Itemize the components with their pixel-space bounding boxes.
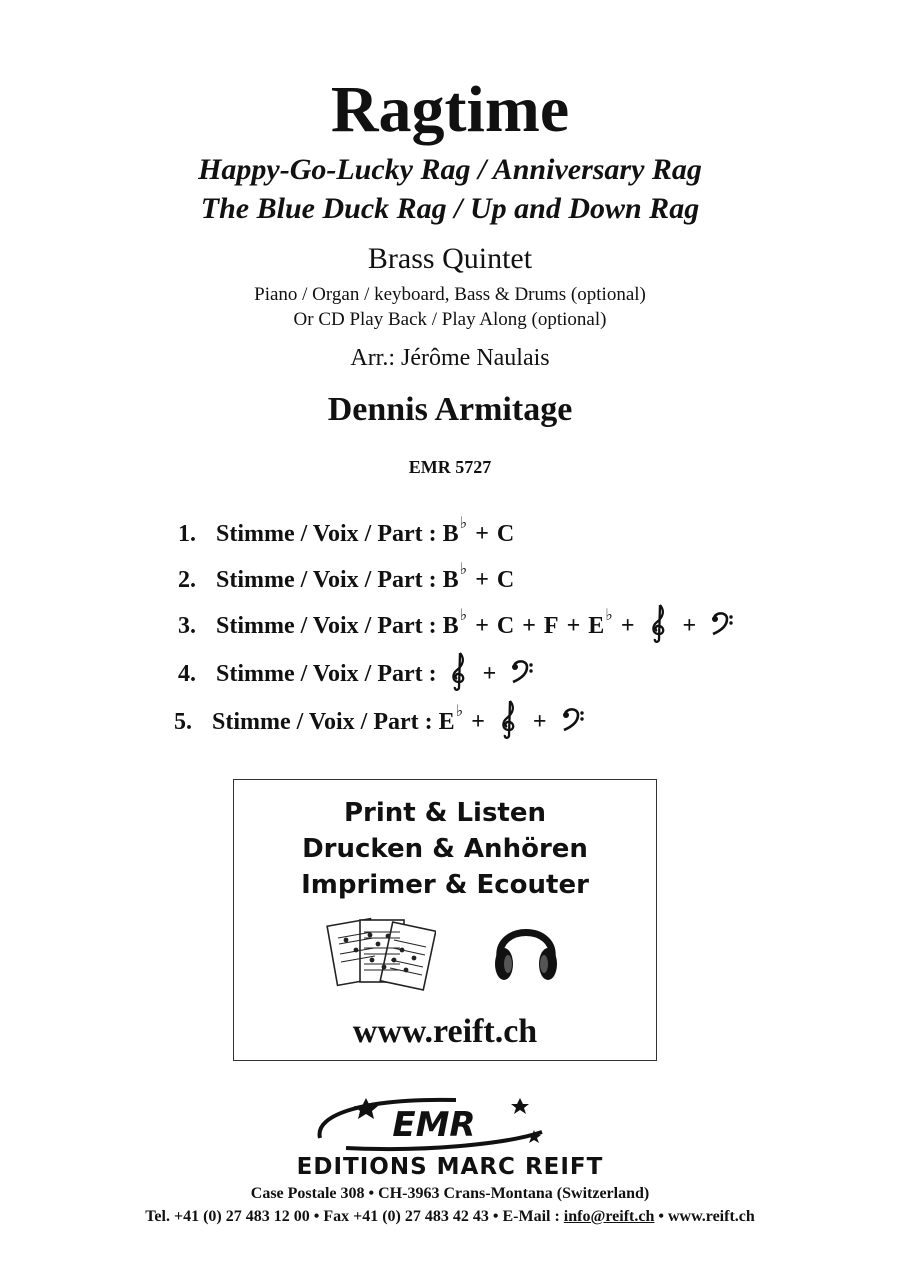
part-number: 3. [178, 612, 196, 639]
composer: Dennis Armitage [327, 391, 573, 428]
catalog-number: EMR 5727 [408, 457, 492, 477]
logo-text: EMR [392, 1105, 476, 1145]
part-label: Stimme / Voix / Part : [216, 566, 437, 593]
key-name: E [438, 708, 455, 735]
plus-sign: + [482, 660, 497, 687]
part-number: 4. [178, 660, 196, 687]
part-keys [442, 515, 515, 548]
part-row [178, 650, 540, 698]
plus-sign: + [682, 612, 697, 639]
key-name: B [442, 566, 459, 593]
treble-clef-icon [499, 699, 519, 746]
key-name: C [496, 520, 515, 547]
part-label: Stimme / Voix / Part : [216, 660, 437, 687]
part-row [174, 698, 591, 746]
part-keys [443, 603, 741, 650]
plus-sign: + [566, 612, 581, 639]
subtitle-line-1: Happy-Go-Lucky Rag / Anniversary Rag [198, 153, 702, 186]
plus-sign: + [620, 612, 635, 639]
part-keys [442, 561, 515, 594]
flat-sign: ♭ [459, 607, 468, 624]
flat-sign: ♭ [455, 703, 464, 720]
part-keys [439, 699, 591, 746]
options-line-2: Or CD Play Back / Play Along (optional) [293, 309, 607, 330]
bass-clef-icon [561, 706, 585, 739]
promo-line-3: Imprimer & Ecouter [301, 870, 589, 900]
plus-sign: + [475, 566, 489, 593]
part-number: 2. [178, 566, 196, 593]
part-number: 5. [174, 708, 192, 735]
promo-line-2: Drucken & Anhören [302, 834, 588, 864]
subtitle-line-2: The Blue Duck Rag / Up and Down Rag [200, 192, 700, 225]
part-row [178, 510, 514, 558]
key-name: B [442, 520, 459, 547]
key-name: C [496, 566, 515, 593]
plus-sign: + [532, 708, 547, 735]
part-keys [443, 651, 541, 698]
email-link[interactable]: info@reift.ch [563, 1208, 655, 1225]
key-name: B [442, 612, 459, 639]
part-label: Stimme / Voix / Part : [216, 520, 437, 547]
contact-phone-fax: Tel. +41 (0) 27 483 12 00 • Fax +41 (0) 27 483 42 43 • E-Mail : [145, 1208, 564, 1225]
plus-sign: + [475, 520, 489, 547]
bass-clef-icon [710, 610, 734, 643]
part-row [178, 556, 514, 604]
key-name: E [588, 612, 605, 639]
sheet-music-icon [326, 914, 436, 992]
bass-clef-icon [510, 658, 534, 691]
key-name: C [496, 612, 515, 639]
title: Ragtime [330, 73, 570, 146]
flat-sign: ♭ [459, 561, 468, 578]
treble-clef-icon [649, 603, 669, 650]
publisher-name: EDITIONS MARC REIFT [296, 1154, 604, 1180]
contact-web[interactable]: • www.reift.ch [654, 1208, 755, 1225]
publisher-address: Case Postale 308 • CH-3963 Crans-Montana (Switzerland) [250, 1185, 650, 1202]
publisher-contact [0, 1207, 900, 1227]
treble-clef-icon [449, 651, 469, 698]
plus-sign: + [522, 612, 536, 639]
website-link[interactable]: www.reift.ch [352, 1013, 538, 1050]
part-number: 1. [178, 520, 196, 547]
plus-sign: + [471, 708, 485, 735]
promo-line-1: Print & Listen [343, 798, 547, 828]
flat-sign: ♭ [605, 607, 613, 624]
print-listen-box [233, 779, 657, 1061]
part-row [178, 602, 740, 650]
plus-sign: + [475, 612, 489, 639]
headphones-icon [490, 914, 562, 988]
part-label: Stimme / Voix / Part : [216, 612, 437, 639]
ensemble: Brass Quintet [367, 242, 533, 275]
arranger: Arr.: Jérôme Naulais [350, 345, 550, 371]
key-name: F [543, 612, 559, 639]
part-label: Stimme / Voix / Part : [212, 708, 433, 735]
flat-sign: ♭ [459, 515, 468, 532]
emr-logo [306, 1092, 556, 1152]
options-line-1: Piano / Organ / keyboard, Bass & Drums (optional) [254, 284, 646, 305]
